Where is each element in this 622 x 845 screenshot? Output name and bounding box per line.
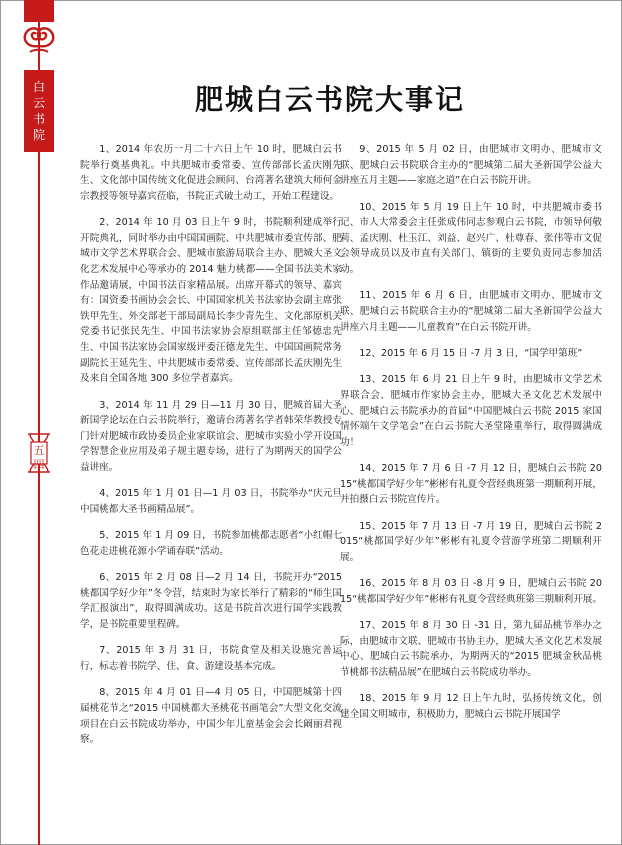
auspicious-cloud-icon (18, 22, 60, 68)
event-paragraph: 10、2015 年 5 月 19 日上午 10 时，中共肥城市委书记、市人大常委会主任张成伟同志参观白云书院，市领导何敬莉、孟庆刚、杜玉江、刘益、赵兴广、杜尊春、张伟等市文促会领导成员以及市直有关部门、镇街的主要负责同志参加活动。 (340, 201, 602, 275)
page-number-char: 五 (33, 444, 45, 457)
event-paragraph: 15、2015 年 7 月 13 日 -7 月 19 日，肥城白云书院 2015“桃都国学好少年”彬彬有礼夏令营游学班第二期顺利开展。 (340, 520, 602, 563)
event-paragraph: 13、2015 年 6 月 21 日上午 9 时，由肥城市文学艺术界联合会、肥城市作家协会主办，肥城大圣文化艺术发展中心、肥城白云书院承办的首届“中国肥城白云书院 2015 家国情怀端午文学笔会”在白云书院大圣堂隆重举行，取得圆满成功！ (340, 374, 602, 448)
event-paragraph: 14、2015 年 7 月 6 日 -7 月 12 日，肥城白云书院 2015“桃都国学好少年”彬彬有礼夏令营经典班第一期顺利开展，并拍摄白云书院宣传片。 (340, 463, 602, 506)
sidebar-section-label (24, 70, 54, 152)
event-paragraph: 5、2015 年 1 月 09 日，书院参加桃都志愿者“小红帽七色花走进桃花源小学诵春联”活动。 (80, 530, 342, 557)
sidebar-label-char: 白 (32, 80, 45, 94)
event-paragraph: 1、2014 年农历一月二十六日上午 10 时，肥城白云书院举行奠基典礼。中共肥城市委常委、宣传部部长孟庆刚先生、文化部中国传统文化促进会顾问、台湾著名建筑大师何金宗教授等领导嘉宾莅临，书院正式破土动工，开始工程建设。 (80, 144, 342, 202)
page-title: 肥城白云书院大事记 (194, 83, 465, 116)
event-paragraph: 9、2015 年 5 月 02 日，由肥城市文明办、肥城市文联、肥城白云书院联合主办的“肥城第二届大圣新国学公益大讲座五月主题——家庭之道”在白云书院开讲。 (340, 144, 602, 187)
side-decoration (24, 0, 54, 845)
left-column (80, 142, 342, 759)
event-paragraph: 8、2015 年 4 月 01 日—4 月 05 日，中国肥城第十四届桃花节之“2015 中国桃都大圣桃花书画笔会”大型文化交流项目在白云书院成功举办，中国少年儿童基金会会长阚丽君视察。 (80, 687, 342, 746)
event-paragraph: 2、2014 年 10 月 03 日上午 9 时，书院顺利建成举行开院典礼，同时举办由中国国画院、中共肥城市委宣传部、肥城市文学艺术界联合会、肥城市旅游局联合主办、肥城大圣文化艺术发展中心等承办的 2014 魅力桃都——全国书法美术家作品邀请展，中国书法百家精品展。出席开幕式的领导、嘉宾有：国资委书画协会会长、中国国家机关书法家协会副主席张铁甲先生、外交部老干部局副局长李少青先生、文化部原机关党委书记张民先生、中国书法家协会原组联部主任邹德忠先生、中国书法家协会国家级评委汪德龙先生、中国国画院常务副院长王延先生、中共肥城市委常委、宣传部部长孟庆刚先生及来自全国各地 300 多位学者嘉宾。 (80, 217, 342, 385)
sidebar-label-char: 书 (32, 112, 45, 126)
right-column (340, 142, 602, 733)
event-paragraph: 3、2014 年 11 月 29 日—11 月 30 日，肥城首届大圣新国学论坛在白云书院举行，邀请台湾著名学者韩荣华教授专门针对肥城市政协委员企业家联谊会、肥城市实验小学开设国学智慧企业应用及弟子规主题专场，进行了为期两天的国学公益讲座。 (80, 399, 342, 473)
event-paragraph: 4、2015 年 1 月 01 日—1 月 03 日，书院举办“庆元旦中国桃都大圣书画精品展”。 (80, 488, 342, 515)
page-number-char: 四 (33, 458, 45, 471)
side-top-bar (24, 0, 54, 22)
event-paragraph: 6、2015 年 2 月 08 日—2 月 14 日，书院开办“2015 桃都国学好少年”冬令营，结束时为家长举行了精彩的“师生国学汇报演出”，取得圆满成功。这是书院首次进行国学实践教学，是书院重要里程碑。 (80, 572, 342, 631)
event-paragraph: 11、2015 年 6 月 6 日，由肥城市文明办、肥城市文联、肥城白云书院联合主办的“肥城第二届大圣新国学公益大讲座六月主题——儿童教育”在白云书院开讲。 (340, 290, 602, 333)
event-paragraph: 12、2015 年 6 月 15 日 -7 月 3 日，“国学甲第班” (359, 347, 583, 359)
page-number (27, 444, 51, 472)
event-paragraph: 16、2015 年 8 月 03 日 -8 月 9 日，肥城白云书院 2015“桃都国学好少年”彬彬有礼夏令营经典班第三期顺利开展。 (340, 578, 602, 605)
event-paragraph: 17、2015 年 8 月 30 日 -31 日，第九届品桃节举办之际，由肥城市文联、肥城市书协主办，肥城大圣文化艺术发展中心、肥城白云书院承办，为期两天的“2015 肥城金秋品桃节桃都书法精品展”在肥城白云书院成功举办。 (340, 620, 602, 678)
event-paragraph: 7、2015 年 3 月 31 日，书院食堂及相关设施完善运行，标志着书院学、住、食、游建设基本完成。 (80, 645, 342, 672)
event-paragraph: 18、2015 年 9 月 12 日上午九时，弘扬传统文化，创建全国文明城市，积极助力，肥城白云书院开展国学 (340, 693, 602, 720)
sidebar-label-char: 云 (32, 96, 45, 110)
sidebar-label-char: 院 (32, 128, 45, 142)
